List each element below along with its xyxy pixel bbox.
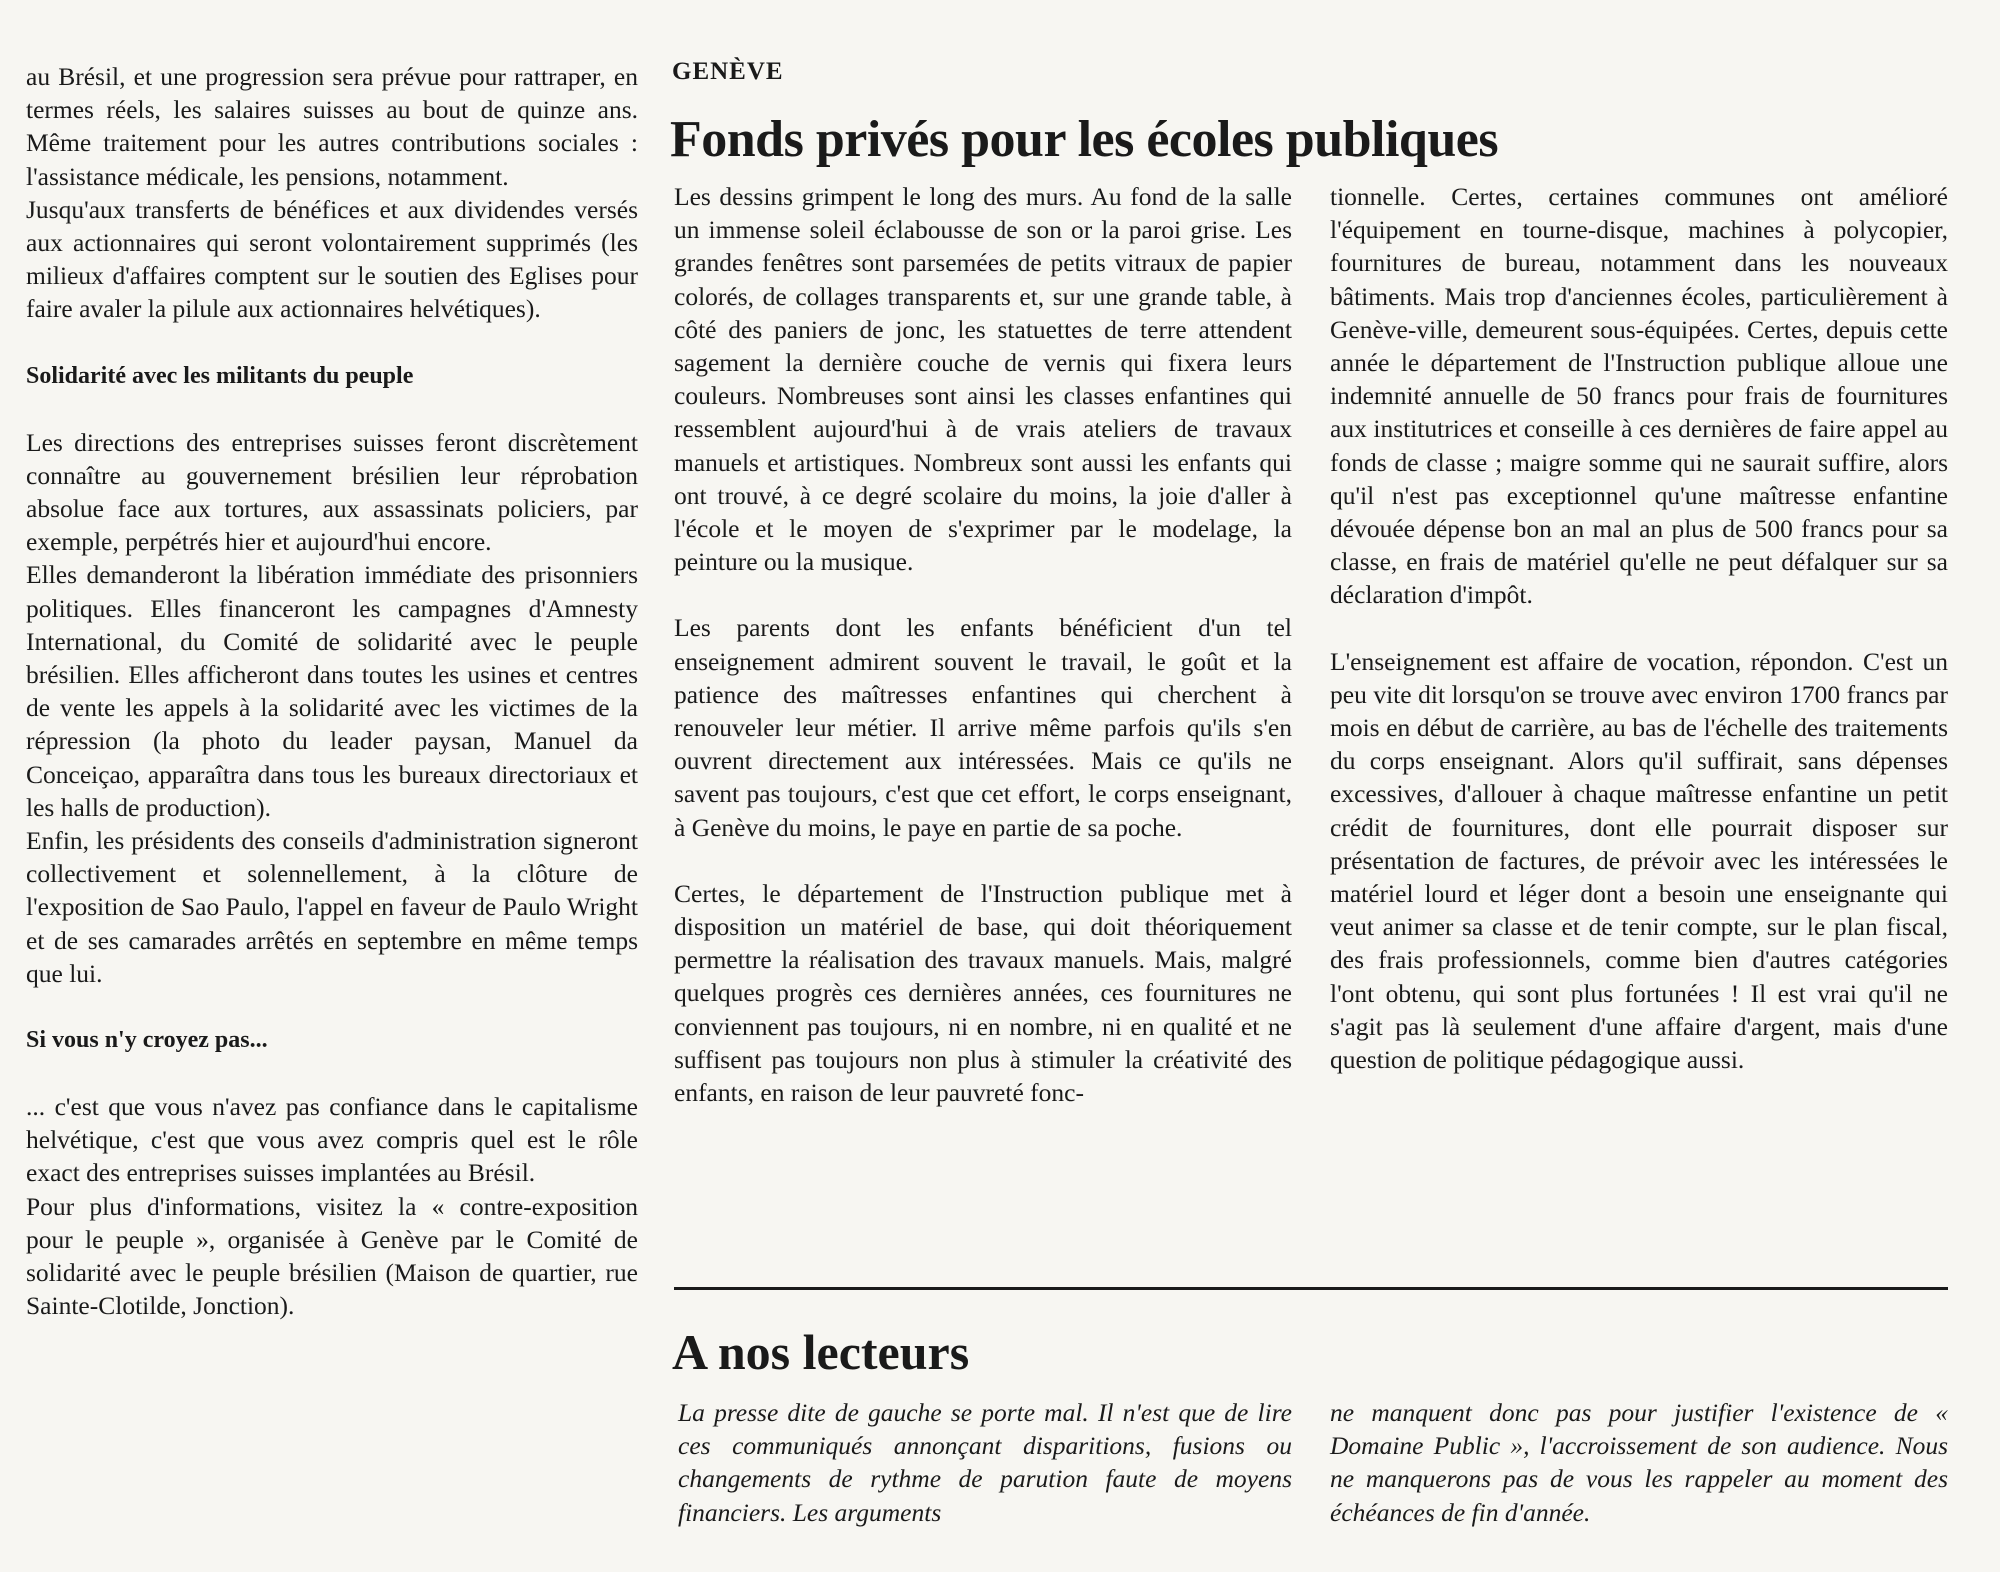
left-paragraph: ... c'est que vous n'avez pas confiance dans le capitalisme helvétique, c'est que vous avez compris quel est le rôle exact des entreprises suisses implantées au Brésil. — [26, 1092, 638, 1188]
left-paragraph: Les directions des entreprises suisses feront discrètement connaître au gouvernement brésilien leur réprobation absolue face aux tortures, aux assassinats policiers, par exemple, perpétrés hier et aujourd'hui encore. — [26, 427, 638, 557]
notice-column-1 — [678, 1396, 1292, 1529]
left-column — [26, 60, 638, 1323]
notice-column-2 — [1330, 1396, 1948, 1529]
left-paragraph: Enfin, les présidents des conseils d'administration signeront collectivement et solennellement, à la clôture de l'exposition de Sao Paulo, l'appel en faveur de Paulo Wright et de ses camarades arrêtés en septembre en même temps que lui. — [26, 826, 638, 988]
article-paragraph: tionnelle. Certes, certaines communes ont amélioré l'équipement en tourne-disque, machines à polycopier, fournitures de bureau, notamment dans les nouveaux bâtiments. Mais trop d'anciennes écoles, particulièrement à Genève-ville, demeurent sous-équipées. Certes, depuis cette année le département de l'Instruction publique alloue une indemnité annuelle de 50 francs pour frais de fournitures aux institutrices et conseille à ces dernières de faire appel au fonds de classe ; maigre somme qui ne saurait suffire, alors qu'il n'est pas exceptionnel qu'une maîtresse enfantine dévouée dépense bon an mal an plus de 500 francs pour sa classe, en frais de matériel qu'elle ne peut défalquer sur sa déclaration d'impôt. — [1330, 182, 1948, 610]
notice-paragraph: La presse dite de gauche se porte mal. Il n'est que de lire ces communiqués annonçant disparitions, fusions ou changements de rythme de parution faute de moyens financiers. Les arguments — [678, 1398, 1292, 1527]
article-kicker: GENÈVE — [672, 58, 784, 85]
section-heading: Si vous n'y croyez pas... — [26, 1027, 268, 1054]
notice-paragraph: ne manquent donc pas pour justifier l'existence de « Domaine Public », l'accroissement de son audience. Nous ne manquerons pas de vous les rappeler au moment des échéances de fin d'année. — [1330, 1398, 1948, 1527]
article-column-2 — [1330, 180, 1948, 1076]
article-headline: Fonds privés pour les écoles publiques — [670, 111, 1499, 168]
left-paragraph: Elles demanderont la libération immédiate des prisonniers politiques. Elles financeront les campagnes d'Amnesty International, du Comité de solidarité avec le peuple brésilien. Elles afficheront dans toutes les usines et centres de vente les appels à la solidarité avec les victimes de la répression (la photo du leader paysan, Manuel da Conceiçao, apparaîtra dans tous les bureaux directoriaux et les halls de production). — [26, 560, 638, 822]
section-heading: Solidarité avec les militants du peuple — [26, 362, 414, 389]
section-divider — [674, 1287, 1948, 1290]
left-paragraph: Jusqu'aux transferts de bénéfices et aux dividendes versés aux actionnaires qui seront volontairement supprimés (les milieux d'affaires comptent sur le soutien des Eglises pour faire avaler la pilule aux actionnaires helvétiques). — [26, 194, 638, 324]
left-paragraph: au Brésil, et une progression sera prévue pour rattraper, en termes réels, les salaires suisses au bout de quinze ans. Même traitement pour les autres contributions sociales : l'assistance médicale, les pensions, notamment. — [26, 62, 638, 191]
notice-headline: A nos lecteurs — [672, 1324, 970, 1380]
article-paragraph: Les dessins grimpent le long des murs. Au fond de la salle un immense soleil éclabousse de son or la paroi grise. Les grandes fenêtres sont parsemées de petits vitraux de papier colorés, de collages transparents et, sur une grande table, à côté des paniers de jonc, les statuettes de terre attendent sagement la dernière couche de vernis qui fixera leurs couleurs. Nombreuses sont ainsi les classes enfantines qui ressemblent aujourd'hui à de vrais ateliers de travaux manuels et artistiques. Nombreux sont aussi les enfants qui ont trouvé, à ce degré scolaire du moins, la joie d'aller à l'école et le moyen de s'exprimer par le modelage, la peinture ou la musique. — [674, 182, 1292, 577]
article-column-1 — [674, 180, 1292, 1109]
article-paragraph: Certes, le département de l'Instruction publique met à disposition un matériel de base, qui doit théoriquement permettre la réalisation des travaux manuels. Mais, malgré quelques progrès ces dernières années, ces fournitures ne conviennent pas toujours, ni en nombre, ni en qualité et ne suffisent pas toujours non plus à stimuler la créativité des enfants, en raison de leur pauvreté fonc- — [674, 878, 1292, 1108]
article-paragraph: Les parents dont les enfants bénéficient d'un tel enseignement admirent souvent le travail, le goût et la patience des maîtresses enfantines qui cherchent à renouveler leur métier. Il arrive même parfois qu'ils s'en ouvrent directement aux intéressées. Mais ce qu'ils ne savent pas toujours, c'est que cet effort, le corps enseignant, à Genève du moins, le paye en partie de sa poche. — [674, 613, 1292, 842]
article-paragraph: L'enseignement est affaire de vocation, répondon. C'est un peu vite dit lorsqu'on se trouve avec environ 1700 francs par mois en début de carrière, au bas de l'échelle des traitements du corps enseignant. Alors qu'il suffirait, sans dépenses excessives, d'allouer à chaque maîtresse enfantine un petit crédit de fournitures, dont elle pourrait disposer sur présentation de factures, de prévoir avec les intéressées le matériel lourd et léger dont a besoin une enseignante qui veut animer sa classe et de tenir compte, sur le plan fiscal, des frais professionnels, comme bien d'autres catégories l'ont obtenu, qui sont plus fortunées ! Il est vrai qu'il ne s'agit pas là seulement d'une affaire d'argent, mais d'une question de politique pédagogique aussi. — [1330, 646, 1948, 1075]
left-paragraph: Pour plus d'informations, visitez la « contre-exposition pour le peuple », organisée à Genève par le Comité de solidarité avec le peuple brésilien (Maison de quartier, rue Sainte-Clotilde, Jonction). — [26, 1191, 638, 1321]
